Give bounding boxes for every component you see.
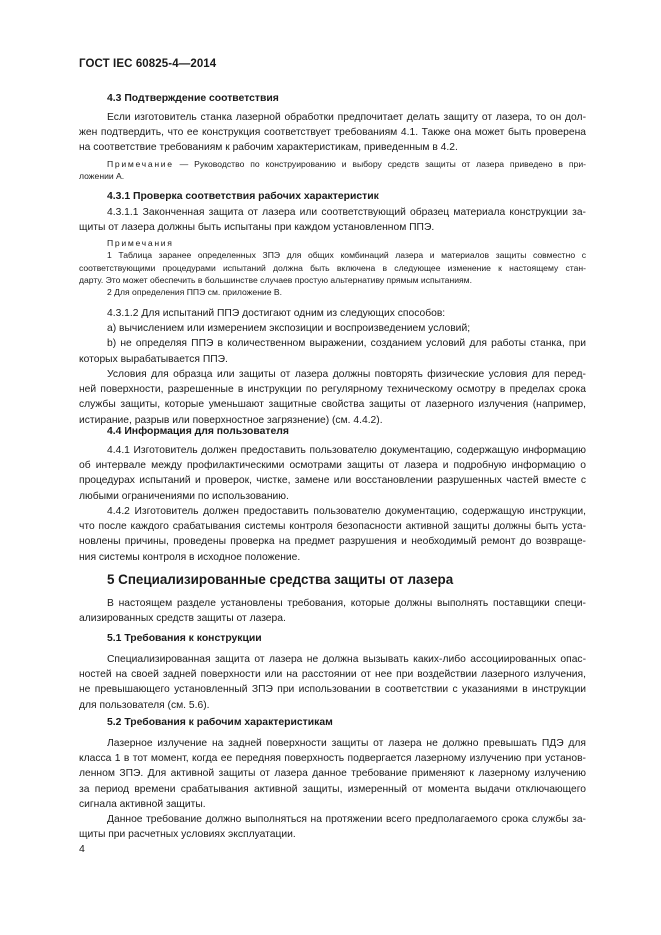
standard-header: ГОСТ IEC 60825-4—2014 — [79, 58, 217, 70]
text-line: любыми ограничениями по использованию. — [79, 490, 289, 502]
section-4-3-note — [79, 158, 586, 183]
text-line: 4.3.1.2 Для испытаний ППЭ достигают одним из следующих способов: — [107, 308, 446, 319]
section-4-3-1-2-paragraph — [79, 306, 586, 367]
section-5-1-heading: 5.1 Требования к конструкции — [107, 633, 262, 644]
text-line: что после каждого срабатывания системы контроля безопасности активной защиты должны быть уста- — [79, 521, 586, 533]
text-line: а) вычислением или измерением экспозиции и воспроизведением условий; — [107, 323, 471, 335]
note-line: 1 Таблица заранее определенных ЗПЭ для общих комбинаций лазера и материалов защиты совместно с — [107, 250, 586, 261]
section-4-3-1-1-paragraph — [79, 205, 586, 235]
section-4-4-heading: 4.4 Информация для пользователя — [107, 426, 289, 437]
text-line: класса 1 в тот момент, когда ее передняя поверхность подвергается лазерному излучению при установ- — [79, 753, 586, 765]
section-4-4-2-paragraph — [79, 504, 586, 565]
text-line: ния системы контроля в исходное положение. — [79, 551, 301, 563]
notes-label: Примечания — [107, 238, 174, 248]
note-line: 2 Для определения ППЭ см. приложение В. — [107, 287, 283, 298]
text-line: 4.4.2 Изготовитель должен предоставить пользователю документацию, содержащую инструкции, — [107, 506, 586, 517]
note-line: ложении А. — [79, 171, 125, 182]
section-5-1-paragraph — [79, 652, 586, 713]
note-line — [79, 158, 586, 170]
text-line: не превышающего установленный ЗПЭ при использовании в соответствии с указаниями в инструкции — [79, 684, 586, 696]
text-line: службы защиты, которые уменьшают защитные свойства защиты от лазерного излучения (например, — [79, 399, 586, 411]
section-4-4-1-paragraph — [79, 443, 586, 504]
section-4-3-heading: 4.3 Подтверждение соответствия — [107, 93, 279, 104]
text-line: ностей на своей задней поверхности или на расстоянии от нее при воздействии лазерного излучения, — [79, 669, 586, 681]
text-line: Условия для образца или защиты от лазера должны повторять физические условия для перед- — [107, 369, 586, 380]
section-4-3-1-heading: 4.3.1 Проверка соответствия рабочих характеристик — [107, 191, 379, 202]
text-line: 4.4.1 Изготовитель должен предоставить пользователю документацию, содержащую информацию — [107, 445, 586, 456]
text-line: В настоящем разделе установлены требования, которые должны выполнять поставщики специ- — [107, 598, 586, 609]
text-line: Если изготовитель станка лазерной обработки предпочитает делать защиту от лазера, то он дол- — [107, 112, 586, 123]
text-line: щиты от лазера должны быть испытаны при каждом установленном ППЭ. — [79, 222, 435, 234]
text-line: за период времени срабатывания активной защиты, измеренный от момента выдачи отключающего — [79, 783, 586, 795]
text-line: истирание, разрыв или поверхностное загрязнение) (см. 4.4.2). — [79, 414, 383, 426]
text-line: которых вырабатывается ППЭ. — [79, 353, 228, 365]
text-line: жен подтвердить, что ее конструкция соответствует требованиям 4.1. Также она может быть проверена — [79, 127, 586, 139]
text-line: для пользователя (см. 5.6). — [79, 699, 210, 711]
text-line: ней поверхности, разрешенные в инструкции по регулярному техническому осмотру в пределах срока — [79, 384, 586, 396]
text-line: 4.3.1.1 Законченная защита от лазера или соответствующий образец материала конструкции за- — [107, 207, 586, 218]
section-5-2-paragraph-2 — [79, 812, 586, 842]
text-line: процедурах испытаний и проверок, чистке, замене или восстановлении разрушенных частей вместе с — [79, 475, 586, 487]
note-label: Примечание — [107, 159, 174, 169]
conditions-paragraph — [79, 367, 586, 428]
text-line: ализированных средств защиты от лазера. — [79, 613, 286, 625]
note-line: соответствующими процедурами испытаний должна быть включена в следующее изменение к настоящему стан- — [79, 262, 586, 273]
text-line: щиты при расчетных условиях эксплуатации. — [79, 829, 296, 841]
text-line: Специализированная защита от лазера не должна вызывать каких-либо ассоциированных опас- — [107, 654, 586, 665]
section-4-3-paragraph — [79, 110, 586, 156]
note-text: — Руководство по конструированию и выбору средств защиты от лазера приведено в при- — [173, 159, 586, 169]
section-5-heading: 5 Специализированные средства защиты от лазера — [107, 572, 454, 587]
section-5-intro — [79, 596, 586, 626]
text-line: об интервале между профилактическими осмотрами защиты от лазера и подробную информацию о — [79, 460, 586, 472]
page-number: 4 — [79, 843, 85, 855]
section-5-2-paragraph — [79, 736, 586, 812]
text-line: ленном ЗПЭ. Для активной защиты от лазера данное требование применяют к лазерному излучению — [79, 768, 586, 780]
note-line: дарту. Это может обеспечить в большинстве случаев простую альтернативу прямым испытаниям. — [79, 274, 472, 285]
text-line: Лазерное излучение на задней поверхности защиты от лазера не должно превышать ПДЭ для — [107, 738, 586, 749]
text-line: b) не определяя ППЭ в количественном выражении, созданием условий для работы станка, при — [107, 338, 586, 350]
section-5-2-heading: 5.2 Требования к рабочим характеристикам — [107, 717, 333, 728]
text-line: Данное требование должно выполняться на протяжении всего предполагаемого срока службы за- — [107, 814, 586, 825]
text-line: на соответствие требованиям к рабочим характеристикам, приведенным в 4.2. — [79, 142, 458, 154]
text-line: новлены причины, проведены проверка на предмет разрушения и необходимый ремонт до возвраще- — [79, 536, 586, 548]
text-line: сигнала активной защиты. — [79, 798, 206, 810]
section-4-3-1-notes — [79, 237, 586, 298]
